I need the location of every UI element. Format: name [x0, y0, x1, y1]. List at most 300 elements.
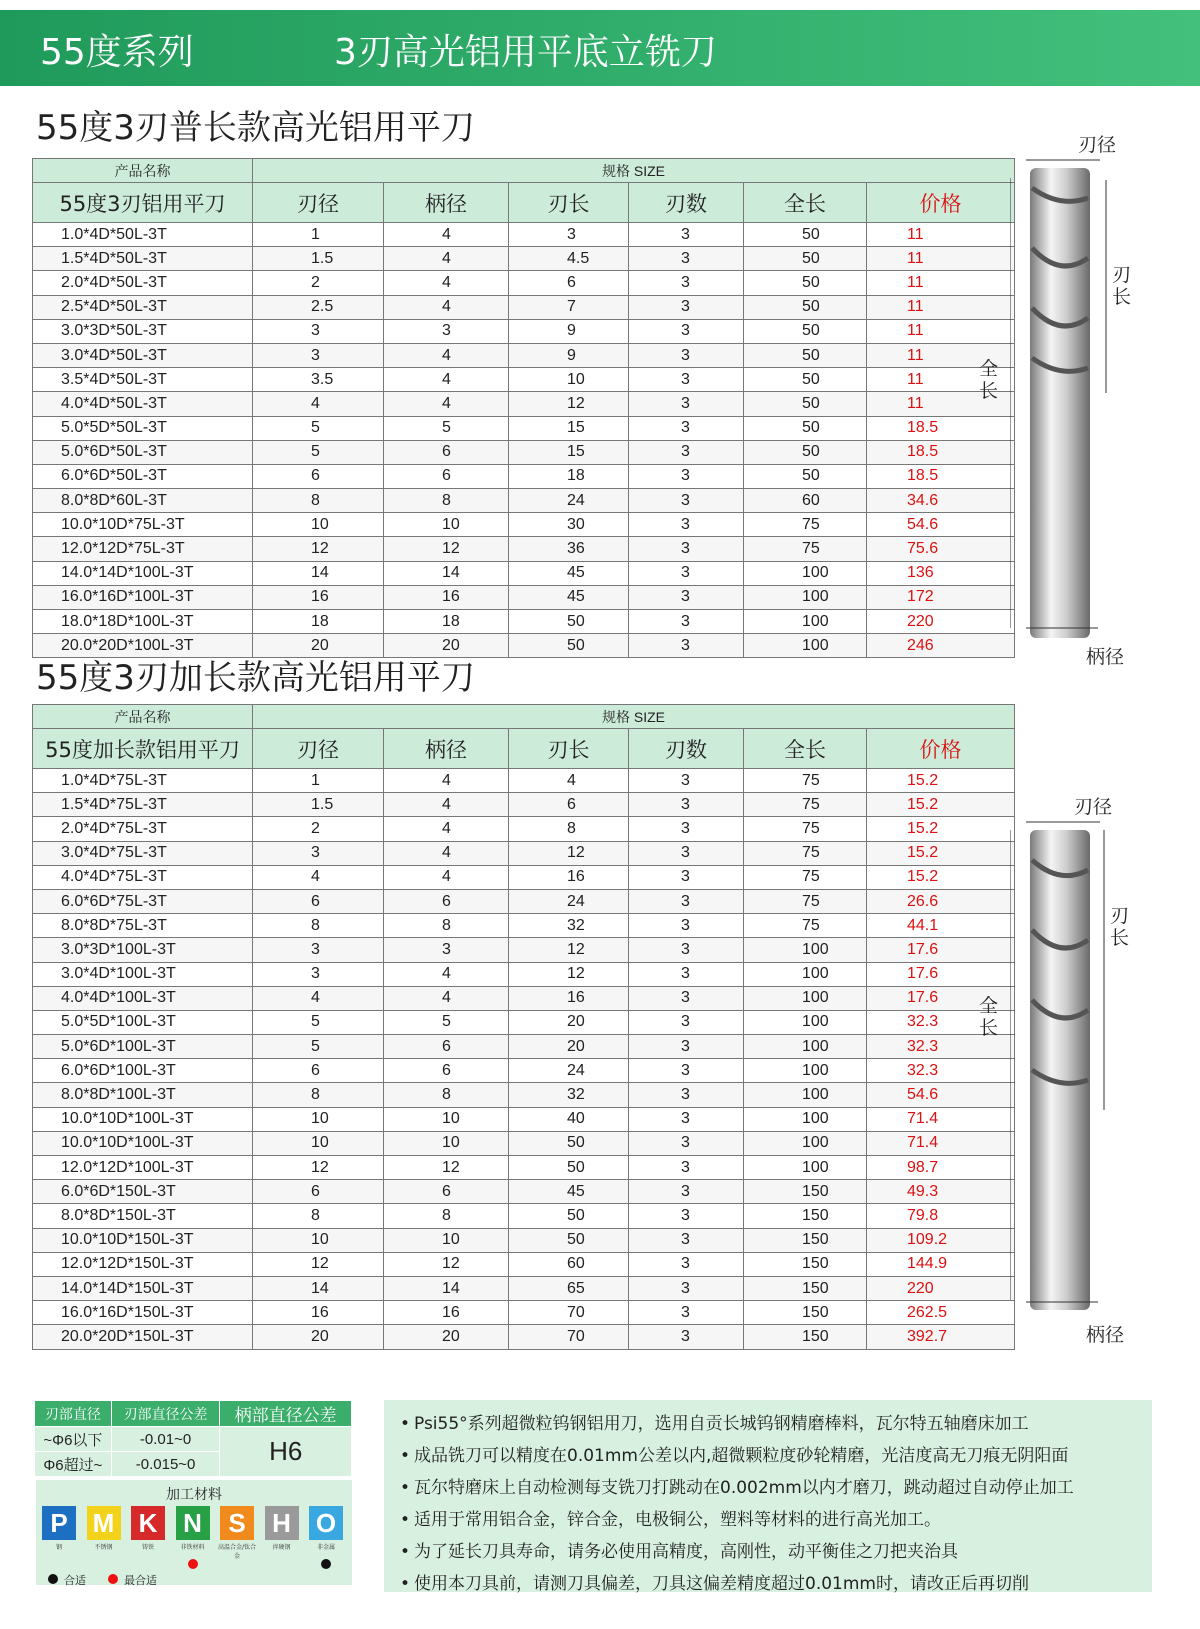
tolerance-table: [34, 1400, 352, 1477]
table-cell: 15.2: [867, 865, 1015, 889]
table-cell: 10: [384, 1228, 509, 1252]
table-cell: 8: [384, 1204, 509, 1228]
table-cell: 45: [509, 1180, 629, 1204]
table-cell: 150: [744, 1228, 867, 1252]
table-cell: 1.0*4D*50L-3T: [33, 223, 253, 247]
table-cell: 4.0*4D*50L-3T: [33, 392, 253, 416]
table-cell: 3: [629, 938, 744, 962]
table-cell: 3: [629, 986, 744, 1010]
table-cell: 12: [509, 962, 629, 986]
table-cell: 3: [629, 489, 744, 513]
product-name-header: 产品名称: [33, 159, 253, 183]
table-cell: 4.0*4D*75L-3T: [33, 865, 253, 889]
table-cell: 4: [384, 247, 509, 271]
notes-panel: [384, 1400, 1152, 1592]
table-cell: 71.4: [867, 1131, 1015, 1155]
table-cell: 4: [384, 223, 509, 247]
table-cell: 12: [384, 1252, 509, 1276]
table-cell: 2.5*4D*50L-3T: [33, 295, 253, 319]
table-cell: 15.2: [867, 841, 1015, 865]
table-cell: 3: [629, 962, 744, 986]
table-cell: 100: [744, 986, 867, 1010]
table-cell: 3: [629, 1156, 744, 1180]
table-cell: 9: [509, 343, 629, 367]
col-shank-dia: 柄径: [384, 729, 509, 769]
table-cell: 3.5: [253, 368, 384, 392]
legend-dot-ok: [48, 1574, 58, 1584]
table-row: [33, 914, 1015, 938]
table-cell: 70: [509, 1301, 629, 1325]
column-header-row: [33, 729, 1015, 769]
table-row: [33, 489, 1015, 513]
table-cell: 3: [629, 464, 744, 488]
table-cell: 3: [629, 513, 744, 537]
table-cell: 3: [629, 1325, 744, 1349]
suitability-dot: [188, 1559, 198, 1569]
table-row: [33, 817, 1015, 841]
table-cell: 20: [384, 634, 509, 658]
table-cell: 36: [509, 537, 629, 561]
table-cell: 3: [253, 962, 384, 986]
table-cell: 100: [744, 1083, 867, 1107]
table-row: [33, 793, 1015, 817]
tol-cell: -0.01~0: [111, 1427, 220, 1452]
table-cell: 12: [509, 938, 629, 962]
table-cell: 50: [744, 271, 867, 295]
table-cell: 5.0*6D*100L-3T: [33, 1035, 253, 1059]
table-cell: 6: [384, 889, 509, 913]
table-cell: 79.8: [867, 1204, 1015, 1228]
standard-length-table: [32, 158, 1015, 658]
table-cell: 6: [384, 464, 509, 488]
table-cell: 3: [629, 634, 744, 658]
suitability-dot: [321, 1559, 331, 1569]
table-cell: 40: [509, 1107, 629, 1131]
table-cell: 17.6: [867, 962, 1015, 986]
banner-title: 3刃高光铝用平底立铣刀: [334, 32, 717, 73]
col-total-len: 全长: [744, 729, 867, 769]
col-price: 价格: [867, 183, 1015, 223]
table-cell: 50: [509, 1228, 629, 1252]
table-cell: 6: [509, 793, 629, 817]
col-cut-dia: 刃径: [253, 729, 384, 769]
table-row: [33, 416, 1015, 440]
cut-len-label: 刃 长: [1112, 264, 1132, 308]
material-n-icon: N: [176, 1506, 210, 1540]
spec-header: 规格 SIZE: [253, 159, 1015, 183]
table-cell: 10.0*10D*150L-3T: [33, 1228, 253, 1252]
table-cell: 3: [253, 319, 384, 343]
table-cell: 16.0*16D*100L-3T: [33, 585, 253, 609]
cut-dia-label: 刃径: [1074, 796, 1113, 818]
table-cell: 3: [629, 1228, 744, 1252]
table-cell: 3.0*4D*75L-3T: [33, 841, 253, 865]
table-cell: 3: [629, 1107, 744, 1131]
material-label: 高温合金/钛合金: [217, 1544, 257, 1560]
table-cell: 50: [744, 343, 867, 367]
table-cell: 1.5*4D*75L-3T: [33, 793, 253, 817]
col-product: 55度加长款铝用平刀: [33, 729, 253, 769]
table-cell: 50: [509, 610, 629, 634]
table-cell: 5.0*5D*50L-3T: [33, 416, 253, 440]
table-cell: 100: [744, 634, 867, 658]
table-cell: 3: [629, 865, 744, 889]
table-cell: 3: [629, 769, 744, 793]
table-cell: 4: [384, 368, 509, 392]
note-item: • 为了延长刀具寿命，请务必使用高精度，高刚性，动平衡佳之刀把夹治具: [400, 1536, 1136, 1568]
table-cell: 17.6: [867, 938, 1015, 962]
table-cell: 30: [509, 513, 629, 537]
table-cell: 65: [509, 1276, 629, 1300]
table-cell: 12: [384, 1156, 509, 1180]
table-cell: 15.2: [867, 793, 1015, 817]
table-cell: 10: [253, 1228, 384, 1252]
table-cell: 109.2: [867, 1228, 1015, 1252]
end-mill-drawing: [1010, 790, 1190, 1390]
cut-dia-label: 刃径: [1078, 134, 1117, 156]
table-cell: 10: [384, 1131, 509, 1155]
table-cell: 246: [867, 634, 1015, 658]
table-cell: 10: [253, 1107, 384, 1131]
table-cell: 75: [744, 841, 867, 865]
table-cell: 12.0*12D*150L-3T: [33, 1252, 253, 1276]
table-cell: 8: [253, 489, 384, 513]
col-total-len: 全长: [744, 183, 867, 223]
table-cell: 10: [384, 513, 509, 537]
table-cell: 18.0*18D*100L-3T: [33, 610, 253, 634]
table-cell: 60: [509, 1252, 629, 1276]
table-cell: 3: [629, 889, 744, 913]
col-cut-len: 刃长: [509, 729, 629, 769]
table-cell: 3: [629, 295, 744, 319]
table-cell: 4: [384, 392, 509, 416]
table-cell: 4: [253, 986, 384, 1010]
table-cell: 15: [509, 416, 629, 440]
table-row: [33, 1059, 1015, 1083]
table-cell: 24: [509, 489, 629, 513]
table-cell: 75: [744, 817, 867, 841]
total-len-label: 全 长: [979, 995, 999, 1039]
section1-title: 55度3刃普长款高光铝用平刀: [36, 108, 475, 148]
table-cell: 50: [744, 319, 867, 343]
table-cell: 12: [509, 841, 629, 865]
tol-header-shank-tol: 柄部直径公差: [220, 1401, 352, 1427]
table-row: [33, 585, 1015, 609]
table-cell: 100: [744, 610, 867, 634]
table-cell: 50: [509, 1131, 629, 1155]
table-cell: 8: [509, 817, 629, 841]
table-cell: 32.3: [867, 1010, 1015, 1034]
table-cell: 6.0*6D*75L-3T: [33, 889, 253, 913]
table-cell: 12: [253, 537, 384, 561]
tol-header-dia: 刃部直径: [35, 1401, 112, 1427]
table-cell: 4: [384, 793, 509, 817]
table-cell: 3: [629, 247, 744, 271]
material-s-icon: S: [220, 1506, 254, 1540]
col-product: 55度3刃铝用平刀: [33, 183, 253, 223]
table-row: [33, 1301, 1015, 1325]
table-cell: 10: [509, 368, 629, 392]
table-cell: 50: [744, 247, 867, 271]
table-cell: 1.5: [253, 247, 384, 271]
table-cell: 5: [253, 416, 384, 440]
table-cell: 75.6: [867, 537, 1015, 561]
material-label: 钢: [55, 1544, 62, 1551]
table-cell: 14: [253, 1276, 384, 1300]
table-cell: 100: [744, 1156, 867, 1180]
table-row: [33, 271, 1015, 295]
table-cell: 3: [629, 1204, 744, 1228]
table-cell: 14: [253, 561, 384, 585]
note-item: • 成品铣刀可以精度在0.01mm公差以内,超微颗粒度砂轮精磨，光洁度高无刀痕无阴阳面: [400, 1440, 1136, 1472]
material-label: 不锈钢: [94, 1544, 113, 1551]
table-cell: 8.0*8D*100L-3T: [33, 1083, 253, 1107]
table-cell: 4: [509, 769, 629, 793]
shank-tolerance: H6: [220, 1427, 352, 1477]
table-cell: 150: [744, 1276, 867, 1300]
table-cell: 150: [744, 1204, 867, 1228]
table-row: [33, 1010, 1015, 1034]
table-cell: 17.6: [867, 986, 1015, 1010]
col-flutes: 刃数: [629, 729, 744, 769]
table-cell: 3: [629, 416, 744, 440]
table-cell: 20.0*20D*150L-3T: [33, 1325, 253, 1349]
table-cell: 3: [629, 440, 744, 464]
table-cell: 7: [509, 295, 629, 319]
table-cell: 4: [253, 865, 384, 889]
material-o-icon: O: [309, 1506, 343, 1540]
table-cell: 5.0*6D*50L-3T: [33, 440, 253, 464]
table-cell: 50: [509, 1204, 629, 1228]
table-cell: 71.4: [867, 1107, 1015, 1131]
table-cell: 54.6: [867, 1083, 1015, 1107]
table-row: [33, 865, 1015, 889]
table-cell: 3.0*3D*50L-3T: [33, 319, 253, 343]
total-len-label: 全 长: [979, 358, 999, 402]
tol-cell: Φ6超过~: [35, 1452, 112, 1477]
legend-ok: 合适: [64, 1574, 86, 1587]
table-cell: 34.6: [867, 489, 1015, 513]
table-cell: 11: [867, 271, 1015, 295]
table-cell: 11: [867, 319, 1015, 343]
table-cell: 8: [384, 489, 509, 513]
table-row: [33, 1180, 1015, 1204]
table-row: [33, 1228, 1015, 1252]
legend-best: 最合适: [124, 1574, 157, 1587]
table-row: [33, 319, 1015, 343]
table-cell: 3: [629, 319, 744, 343]
table-cell: 75: [744, 537, 867, 561]
table-cell: 3: [629, 1276, 744, 1300]
table-row: [33, 1276, 1015, 1300]
table-cell: 14: [384, 561, 509, 585]
table-cell: 100: [744, 962, 867, 986]
table-row: [33, 1204, 1015, 1228]
table-cell: 12: [384, 537, 509, 561]
table-cell: 5.0*5D*100L-3T: [33, 1010, 253, 1034]
shank-dia-label: 柄径: [1086, 1324, 1125, 1346]
table-cell: 3: [629, 1131, 744, 1155]
table-cell: 98.7: [867, 1156, 1015, 1180]
table-cell: 5: [253, 1010, 384, 1034]
col-cut-dia: 刃径: [253, 183, 384, 223]
table-cell: 50: [744, 392, 867, 416]
material-h-icon: H: [265, 1506, 299, 1540]
table-cell: 20: [509, 1035, 629, 1059]
table-cell: 24: [509, 889, 629, 913]
table-cell: 60: [744, 489, 867, 513]
table-cell: 6: [253, 1059, 384, 1083]
note-item: • 适用于常用铝合金，锌合金，电极铜公，塑料等材料的进行高光加工。: [400, 1504, 1136, 1536]
table-cell: 32: [509, 914, 629, 938]
table-cell: 8: [253, 914, 384, 938]
table-cell: 3: [629, 841, 744, 865]
table-row: [33, 295, 1015, 319]
table-cell: 3: [629, 1252, 744, 1276]
table-row: [33, 1131, 1015, 1155]
table-cell: 3: [629, 343, 744, 367]
table-cell: 12.0*12D*100L-3T: [33, 1156, 253, 1180]
table-cell: 32.3: [867, 1035, 1015, 1059]
table-cell: 15: [509, 440, 629, 464]
table-cell: 3: [509, 223, 629, 247]
table-cell: 220: [867, 1276, 1015, 1300]
table-cell: 100: [744, 561, 867, 585]
table-cell: 6: [384, 440, 509, 464]
col-shank-dia: 柄径: [384, 183, 509, 223]
table-cell: 2.0*4D*50L-3T: [33, 271, 253, 295]
table-cell: 6: [253, 1180, 384, 1204]
table-row: [33, 610, 1015, 634]
table-cell: 11: [867, 343, 1015, 367]
table-cell: 3: [629, 1010, 744, 1034]
table-cell: 4.0*4D*100L-3T: [33, 986, 253, 1010]
table-cell: 10.0*10D*75L-3T: [33, 513, 253, 537]
table-cell: 6: [253, 889, 384, 913]
table-cell: 50: [744, 223, 867, 247]
table-cell: 4: [384, 817, 509, 841]
table-cell: 3: [384, 938, 509, 962]
end-mill-diagram-standard: [979, 128, 1190, 688]
table-cell: 262.5: [867, 1301, 1015, 1325]
table-cell: 100: [744, 1059, 867, 1083]
table-cell: 50: [744, 464, 867, 488]
legend-dot-best: [108, 1574, 118, 1584]
table-cell: 12.0*12D*75L-3T: [33, 537, 253, 561]
table-cell: 32: [509, 1083, 629, 1107]
table-cell: 50: [744, 440, 867, 464]
material-label: 铸铁: [141, 1544, 154, 1551]
table-row: [33, 513, 1015, 537]
table-cell: 4: [384, 986, 509, 1010]
table-cell: 8: [384, 1083, 509, 1107]
table-cell: 3: [629, 537, 744, 561]
table-cell: 172: [867, 585, 1015, 609]
table-cell: 3.5*4D*50L-3T: [33, 368, 253, 392]
table-cell: 12: [253, 1156, 384, 1180]
material-m-icon: M: [87, 1506, 121, 1540]
table-row: [33, 841, 1015, 865]
table-cell: 9: [509, 319, 629, 343]
table-row: [33, 561, 1015, 585]
table-cell: 15.2: [867, 817, 1015, 841]
material-label: 非金属: [316, 1544, 335, 1551]
table-cell: 8: [253, 1204, 384, 1228]
material-k-icon: K: [131, 1506, 165, 1540]
table-cell: 11: [867, 247, 1015, 271]
table-cell: 4: [253, 392, 384, 416]
table-cell: 3: [253, 343, 384, 367]
table-cell: 6: [384, 1035, 509, 1059]
table-cell: 4: [384, 769, 509, 793]
table-cell: 3.0*4D*50L-3T: [33, 343, 253, 367]
table-cell: 6.0*6D*100L-3T: [33, 1059, 253, 1083]
tol-cell: ~Φ6以下: [35, 1427, 112, 1452]
table-cell: 44.1: [867, 914, 1015, 938]
table-cell: 14.0*14D*100L-3T: [33, 561, 253, 585]
table-cell: 100: [744, 938, 867, 962]
product-name-header: 产品名称: [33, 705, 253, 729]
tol-header-dia-tol: 刃部直径公差: [111, 1401, 220, 1427]
table-cell: 144.9: [867, 1252, 1015, 1276]
table-cell: 10: [253, 513, 384, 537]
table-cell: 220: [867, 610, 1015, 634]
table-row: [33, 769, 1015, 793]
extended-length-table: [32, 704, 1015, 1350]
end-mill-drawing: [1010, 128, 1190, 688]
table-cell: 392.7: [867, 1325, 1015, 1349]
table-cell: 10.0*10D*100L-3T: [33, 1131, 253, 1155]
table-cell: 136: [867, 561, 1015, 585]
table-cell: 4: [384, 841, 509, 865]
table-cell: 16: [253, 1301, 384, 1325]
table-cell: 18.5: [867, 464, 1015, 488]
table-cell: 2.0*4D*75L-3T: [33, 817, 253, 841]
table-cell: 3: [629, 1301, 744, 1325]
table-cell: 1: [253, 223, 384, 247]
table-cell: 5: [253, 440, 384, 464]
col-flutes: 刃数: [629, 183, 744, 223]
table-cell: 16: [253, 585, 384, 609]
table-row: [33, 889, 1015, 913]
table-row: [33, 1035, 1015, 1059]
table-row: [33, 343, 1015, 367]
table-cell: 11: [867, 392, 1015, 416]
table-row: [33, 223, 1015, 247]
table-cell: 6: [509, 271, 629, 295]
table-cell: 16: [509, 986, 629, 1010]
table-cell: 2: [253, 817, 384, 841]
materials-panel: [36, 1480, 352, 1585]
table-cell: 11: [867, 223, 1015, 247]
table-cell: 16: [509, 865, 629, 889]
table-cell: 11: [867, 295, 1015, 319]
table-row: [33, 1156, 1015, 1180]
table-cell: 3: [253, 841, 384, 865]
table-cell: 3: [629, 1035, 744, 1059]
table-cell: 18: [509, 464, 629, 488]
table-cell: 4: [384, 343, 509, 367]
table-cell: 10.0*10D*100L-3T: [33, 1107, 253, 1131]
table-cell: 24: [509, 1059, 629, 1083]
table-cell: 50: [744, 368, 867, 392]
table-cell: 3: [629, 1083, 744, 1107]
table-cell: 20: [509, 1010, 629, 1034]
table-cell: 150: [744, 1180, 867, 1204]
end-mill-diagram-extended: [979, 790, 1190, 1390]
table-cell: 8.0*8D*60L-3T: [33, 489, 253, 513]
table-cell: 4.5: [509, 247, 629, 271]
